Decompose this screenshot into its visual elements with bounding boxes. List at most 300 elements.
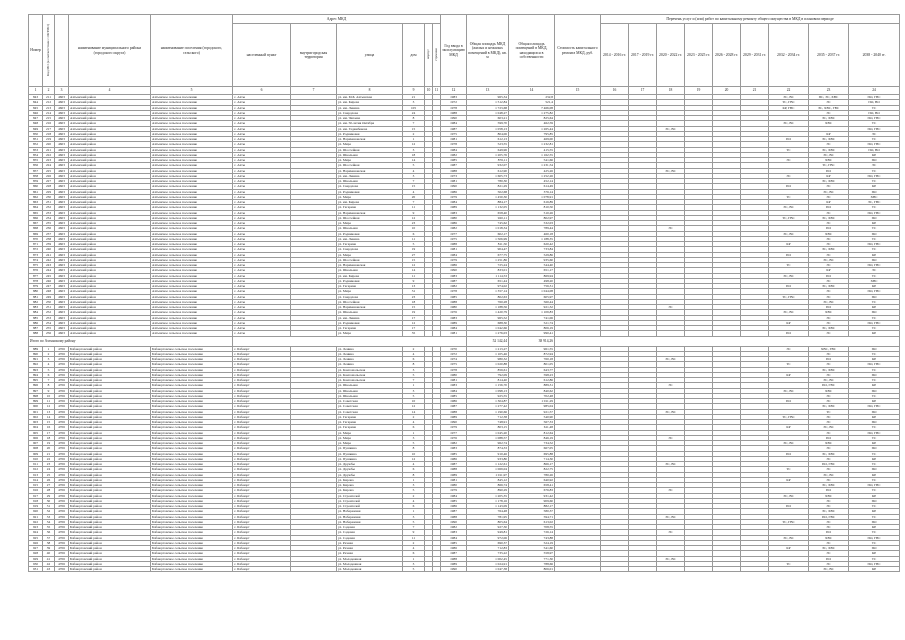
table-cell: Ахтынское сельское поселение <box>151 231 233 236</box>
header-blank <box>55 15 69 87</box>
table-cell: Ахтынский район <box>69 278 151 283</box>
table-cell: ХВС <box>849 278 900 283</box>
table-cell: ЭС <box>809 477 849 482</box>
table-cell: ПО <box>849 546 900 551</box>
table-cell: 6 <box>403 357 425 362</box>
table-cell: 415,55 <box>509 147 555 152</box>
table-cell: 702,48 <box>509 393 555 398</box>
table-cell: ул. Свердлова <box>337 184 403 189</box>
table-cell: 7 466,08 <box>509 105 555 110</box>
table-cell: 882 <box>29 299 43 304</box>
table-cell: 1982 <box>441 152 467 157</box>
table-cell: Ахтынское сельское поселение <box>151 326 233 331</box>
table-cell: 544,40 <box>509 263 555 268</box>
table-cell: 4603 <box>55 142 69 147</box>
table-cell: 4603 <box>55 257 69 262</box>
table-cell: 4603 <box>55 305 69 310</box>
table-cell: 1 <box>43 346 55 351</box>
table-cell: ХВС <box>809 310 849 315</box>
table-cell: КР <box>769 546 809 551</box>
table-cell: ЭС, ВС <box>809 425 849 430</box>
table-cell: 238 <box>43 236 55 241</box>
table-cell: ЭС, ВС <box>809 152 849 157</box>
table-cell: 612,90 <box>467 168 509 173</box>
table-cell: ул. Гагарина <box>337 420 403 425</box>
table-cell: 4603 <box>55 158 69 163</box>
table-cell: 233 <box>43 210 55 215</box>
table-cell: 4706 <box>55 393 69 398</box>
table-cell: ЭС, ХВС <box>809 147 849 152</box>
table-cell: ТС <box>769 147 809 152</box>
table-cell: 5 <box>403 519 425 524</box>
table-cell: 1980 <box>441 372 467 377</box>
table-cell: 616,89 <box>509 200 555 205</box>
table-cell: 227 <box>43 179 55 184</box>
table-cell: с. Ахты <box>233 326 291 331</box>
table-cell: 881 <box>29 294 43 299</box>
table-cell: 5 <box>403 393 425 398</box>
table-cell <box>769 567 809 572</box>
table-cell: 1988 <box>441 409 467 414</box>
table-cell: с. Ахты <box>233 142 291 147</box>
table-cell: 1 450,30 <box>467 194 509 199</box>
table-cell: 1 <box>403 556 425 561</box>
table-cell: 1 252,26 <box>509 173 555 178</box>
table-cell: 860 <box>29 184 43 189</box>
table-cell: 1 132,05 <box>467 205 509 210</box>
table-cell: 909 <box>29 451 43 456</box>
table-cell: Бабаюртовское сельское поселение <box>151 535 233 540</box>
table-cell: 743,88 <box>509 535 555 540</box>
table-cell: с. Ахты <box>233 331 291 336</box>
table-cell: 3 <box>403 173 425 178</box>
table-cell: ПО, ГВС <box>849 210 900 215</box>
table-cell: ЭС, ВС <box>809 257 849 262</box>
table-cell: 921 <box>29 514 43 519</box>
table-cell: 868 <box>29 226 43 231</box>
table-cell: 10 <box>403 226 425 231</box>
table-cell: 4 <box>403 546 425 551</box>
table-cell: 460,18 <box>509 231 555 236</box>
table-cell: КР <box>809 200 849 205</box>
table-cell: ТС <box>849 105 900 110</box>
table-cell: КР <box>849 567 900 572</box>
table-cell: 4706 <box>55 530 69 535</box>
table-cell: 811,50 <box>467 242 509 247</box>
table-cell: 6 <box>403 551 425 556</box>
table-cell: 4706 <box>55 404 69 409</box>
table-cell: с. Бабаюрт <box>233 378 291 383</box>
table-cell: Бабаюртовский район <box>69 540 151 545</box>
table-cell: ПО, ГВС <box>849 561 900 566</box>
table-cell: 4706 <box>55 378 69 383</box>
table-cell: 905 <box>29 430 43 435</box>
table-cell: ул. им. Гаджибекова <box>337 126 403 131</box>
table-cell: ул. Молодежная <box>337 561 403 566</box>
table-cell: ЭС <box>809 362 849 367</box>
table-cell: ул. Мира <box>337 158 403 163</box>
table-cell: КР, ГВС <box>769 105 809 110</box>
table-cell: Бабаюртовский район <box>69 546 151 551</box>
table-cell: 228 <box>43 184 55 189</box>
table-cell: ЭС <box>769 346 809 351</box>
table-cell: Ахтынское сельское поселение <box>151 194 233 199</box>
table-cell: 232 <box>43 205 55 210</box>
table-cell: 2 <box>43 351 55 356</box>
table-cell: ТС <box>849 351 900 356</box>
table-cell: 254 <box>43 320 55 325</box>
table-cell: 36 <box>43 530 55 535</box>
table-cell: Ахтынский район <box>69 105 151 110</box>
table-cell: Бабаюртовское сельское поселение <box>151 477 233 482</box>
table-cell: ул. Школьная <box>337 226 403 231</box>
table-cell: с. Бабаюрт <box>233 467 291 472</box>
table-cell: КР <box>809 268 849 273</box>
table-cell: ЭС <box>809 519 849 524</box>
table-cell: Ахтынский район <box>69 100 151 105</box>
table-cell: с. Ахты <box>233 231 291 236</box>
table-cell: 899 <box>29 399 43 404</box>
table-cell: 924 <box>29 530 43 535</box>
table-cell: 780,30 <box>467 179 509 184</box>
table-cell: 902 <box>29 414 43 419</box>
table-cell: 4706 <box>55 414 69 419</box>
table-cell: ул. Гагарина <box>337 326 403 331</box>
table-cell: 928 <box>29 551 43 556</box>
table-cell: 1984 <box>441 200 467 205</box>
table-cell: ул. им. Чапаева <box>337 116 403 121</box>
table-cell: с. Бабаюрт <box>233 399 291 404</box>
table-cell: ул. Дружбы <box>337 472 403 477</box>
table-cell: ХВС <box>809 441 849 446</box>
table-cell: 1 024,91 <box>467 561 509 566</box>
table-cell: Бабаюртовское сельское поселение <box>151 504 233 509</box>
header-mo: наименование муниципального района (городского округа) <box>69 15 151 87</box>
table-cell: 4603 <box>55 221 69 226</box>
table-cell: Ахтынский район <box>69 184 151 189</box>
table-cell: ул. Мира <box>337 142 403 147</box>
table-cell: 27 <box>403 252 425 257</box>
table-cell: 3 <box>403 100 425 105</box>
table-cell: с. Ахты <box>233 147 291 152</box>
table-cell: Бабаюртовский район <box>69 388 151 393</box>
column-number: 2 <box>43 87 55 95</box>
table-cell: 890 <box>29 351 43 356</box>
table-cell: Ахтынское сельское поселение <box>151 247 233 252</box>
table-cell: ТС <box>849 477 900 482</box>
table-cell: Ахтынский район <box>69 121 151 126</box>
table-cell: Бабаюртовское сельское поселение <box>151 519 233 524</box>
table-cell: ЭС, ГВС <box>849 200 900 205</box>
table-cell: с. Ахты <box>233 273 291 278</box>
table-cell: 226 <box>43 173 55 178</box>
table-cell: 867 <box>29 221 43 226</box>
table-cell: ТС <box>769 263 809 268</box>
table-cell: ТС <box>849 540 900 545</box>
table-cell: 14 <box>403 158 425 163</box>
table-cell: 4603 <box>55 326 69 331</box>
table-cell: ТС <box>849 556 900 561</box>
table-cell: 990,41 <box>509 331 555 336</box>
table-cell: 3 <box>403 435 425 440</box>
table-cell: 4603 <box>55 147 69 152</box>
table-cell: ЭС <box>809 551 849 556</box>
table-cell: 1 162,55 <box>509 152 555 157</box>
table-cell: ПО <box>809 205 849 210</box>
table-cell: ЭС <box>809 456 849 461</box>
table-cell: 229 <box>43 189 55 194</box>
table-cell: Ахтынский район <box>69 137 151 142</box>
table-cell: 865 <box>29 210 43 215</box>
table-cell: 22 <box>43 456 55 461</box>
table-cell: 780,26 <box>509 472 555 477</box>
table-cell: Бабаюртовский район <box>69 477 151 482</box>
table-cell: с. Ахты <box>233 173 291 178</box>
table-cell: ПО <box>809 226 849 231</box>
table-cell: Бабаюртовское сельское поселение <box>151 509 233 514</box>
table-cell: 4706 <box>55 399 69 404</box>
table-cell: ПО <box>809 488 849 493</box>
table-cell: 11 <box>403 236 425 241</box>
table-cell: с. Бабаюрт <box>233 456 291 461</box>
table-cell: 4603 <box>55 137 69 142</box>
table-cell: ул. Пушкина <box>337 456 403 461</box>
header-vnutrigor: внутригородская территория <box>291 24 337 87</box>
table-cell: 7 <box>403 525 425 530</box>
table-cell: с. Ахты <box>233 257 291 262</box>
table-cell: 649,96 <box>467 147 509 152</box>
header-year-4: 2023 - 2025 гг. <box>685 24 713 87</box>
table-cell: 1979 <box>441 257 467 262</box>
table-cell: ул. Мира <box>337 289 403 294</box>
table-cell: 1979 <box>441 194 467 199</box>
table-cell: 15 <box>403 305 425 310</box>
table-cell: ЭС <box>809 315 849 320</box>
table-cell: 2 <box>403 346 425 351</box>
table-cell: 6 <box>403 467 425 472</box>
table-cell: 4603 <box>55 194 69 199</box>
table-cell: 24 <box>43 467 55 472</box>
table-cell: 4706 <box>55 488 69 493</box>
table-cell: с. Бабаюрт <box>233 367 291 372</box>
table-cell: Бабаюртовский район <box>69 551 151 556</box>
table-cell: ЭС <box>809 399 849 404</box>
table-cell: 529,86 <box>509 252 555 257</box>
table-cell: ПО <box>809 530 849 535</box>
table-cell: 3 <box>43 357 55 362</box>
table-cell: 1980 <box>441 483 467 488</box>
table-cell: ЭС, ВС <box>769 535 809 540</box>
table-cell: с. Бабаюрт <box>233 530 291 535</box>
table-cell: 972,06 <box>467 535 509 540</box>
table-cell: 887 <box>29 326 43 331</box>
table-cell: Бабаюртовский район <box>69 519 151 524</box>
table-cell: 1987 <box>441 404 467 409</box>
table-cell: Бабаюртовское сельское поселение <box>151 556 233 561</box>
table-cell: Бабаюртовский район <box>69 498 151 503</box>
table-cell: 4706 <box>55 430 69 435</box>
header-period-group: Перечень услуг и (или) работ по капитальному ремонту общего имущества в МКД в плановом периоде <box>601 15 900 24</box>
table-cell: ТС <box>849 137 900 142</box>
table-cell: Ахтынский район <box>69 95 151 100</box>
column-number: 23 <box>809 87 849 95</box>
table-cell: Бабаюртовское сельское поселение <box>151 414 233 419</box>
table-cell: 760,18 <box>509 357 555 362</box>
table-cell: ПО <box>769 252 809 257</box>
table-cell: Бабаюртовское сельское поселение <box>151 456 233 461</box>
table-cell: ул. Мира <box>337 252 403 257</box>
table-cell: 1978 <box>441 105 467 110</box>
table-cell: 760,28 <box>467 299 509 304</box>
table-cell: ЭС, ВС <box>657 168 685 173</box>
table-cell: Ахтынское сельское поселение <box>151 257 233 262</box>
table-cell: 1980 <box>441 215 467 220</box>
table-cell: ЭС <box>809 184 849 189</box>
table-cell: КР <box>809 131 849 136</box>
table-cell: ЭС <box>809 242 849 247</box>
header-year-5: 2026 - 2028 гг. <box>713 24 741 87</box>
table-cell: КР <box>849 221 900 226</box>
table-cell: 1978 <box>441 289 467 294</box>
table-cell: 925 <box>29 535 43 540</box>
table-cell: Бабаюртовское сельское поселение <box>151 493 233 498</box>
table-cell: 15 <box>43 420 55 425</box>
table-cell: 1972 <box>441 100 467 105</box>
table-cell: 748,91 <box>467 420 509 425</box>
table-cell: 1987 <box>441 462 467 467</box>
table-cell: 613,02 <box>509 519 555 524</box>
table-cell: 1977 <box>441 231 467 236</box>
table-cell: с. Ахты <box>233 268 291 273</box>
table-cell: КР <box>849 551 900 556</box>
table-cell: с. Бабаюрт <box>233 514 291 519</box>
table-cell: ТС <box>849 273 900 278</box>
column-number: 22 <box>769 87 809 95</box>
table-cell: ПО <box>849 310 900 315</box>
table-cell: 4706 <box>55 483 69 488</box>
table-cell: 1989 <box>441 414 467 419</box>
table-cell: ул. Ленина <box>337 357 403 362</box>
table-cell: 1 047,38 <box>467 567 509 572</box>
table-cell: 17 <box>403 315 425 320</box>
table-cell: 896 <box>29 383 43 388</box>
table-cell: ул. Комсомольская <box>337 372 403 377</box>
table-cell: 217 <box>43 126 55 131</box>
table-cell: 1979 <box>441 425 467 430</box>
table-cell: 825,64 <box>509 116 555 121</box>
table-cell: 4706 <box>55 504 69 509</box>
table-cell: 872,94 <box>509 351 555 356</box>
table-cell: 862 <box>29 194 43 199</box>
table-cell: Бабаюртовское сельское поселение <box>151 351 233 356</box>
table-cell: 863 <box>29 200 43 205</box>
table-cell: 10 <box>403 451 425 456</box>
table-cell: 4706 <box>55 451 69 456</box>
table-cell: 43 <box>43 567 55 572</box>
table-cell: 1982 <box>441 226 467 231</box>
table-cell: 833,01 <box>467 268 509 273</box>
table-cell: 4603 <box>55 200 69 205</box>
table-cell: ЭС, ВС <box>769 95 809 100</box>
table-cell: ЭС <box>849 268 900 273</box>
table-cell: 845 <box>29 105 43 110</box>
table-cell <box>291 567 337 572</box>
table-cell: ул. Гагарина <box>337 425 403 430</box>
table-cell: ПО, ВО <box>849 110 900 115</box>
table-cell: 935,60 <box>509 257 555 262</box>
table-cell: 1988 <box>441 299 467 304</box>
table-cell: 886 <box>29 320 43 325</box>
table-cell: 856 <box>29 163 43 168</box>
table-cell: ЭС, ВС <box>769 273 809 278</box>
table-cell: ул. Родниковая <box>337 189 403 194</box>
table-cell: 781,95 <box>467 514 509 519</box>
table-cell: 4706 <box>55 467 69 472</box>
table-cell: Ахтынское сельское поселение <box>151 226 233 231</box>
table-cell: ул. Речная <box>337 546 403 551</box>
section-total-label: Итого по Ахтынскому району <box>29 336 233 346</box>
table-cell <box>433 567 441 572</box>
table-cell: ЭС, ВС <box>769 121 809 126</box>
table-cell: 18 <box>403 299 425 304</box>
table-cell: 6 <box>43 372 55 377</box>
table-cell: 803,15 <box>467 425 509 430</box>
table-cell: 1 088,57 <box>467 435 509 440</box>
table-cell: 1981 <box>441 331 467 336</box>
table-cell: ТС <box>769 561 809 566</box>
table-cell: ЭС, ВС <box>657 357 685 362</box>
header-year-2: 2017 - 2019 гг. <box>629 24 657 87</box>
table-cell: 1985 <box>441 393 467 398</box>
table-cell: Бабаюртовский район <box>69 399 151 404</box>
table-cell: Бабаюртовское сельское поселение <box>151 451 233 456</box>
table-cell: Бабаюртовское сельское поселение <box>151 472 233 477</box>
table-cell: ТС <box>849 367 900 372</box>
table-cell: 846 <box>29 110 43 115</box>
table-cell: ул. им. 50-летия Октября <box>337 121 403 126</box>
table-cell: 1977 <box>441 430 467 435</box>
table-cell: с. Ахты <box>233 263 291 268</box>
table-cell: с. Ахты <box>233 247 291 252</box>
table-cell: 9 <box>403 278 425 283</box>
table-cell: ул. Мира <box>337 441 403 446</box>
table-cell: Бабаюртовский район <box>69 472 151 477</box>
table-cell: 12 <box>403 404 425 409</box>
table-cell: Ахтынский район <box>69 242 151 247</box>
table-cell: с. Ахты <box>233 221 291 226</box>
table-cell: ул. им. Кирова <box>337 200 403 205</box>
table-cell: ПО <box>769 284 809 289</box>
table-cell: 1989 <box>441 561 467 566</box>
table-cell: 4706 <box>55 462 69 467</box>
table-cell: ЭС <box>809 525 849 530</box>
table-cell: ПО, ГВС <box>849 483 900 488</box>
table-cell: 917 <box>29 493 43 498</box>
header-year-6: 2029 - 2031 гг. <box>741 24 769 87</box>
table-cell: 810,50 <box>509 205 555 210</box>
table-cell: 877 <box>29 273 43 278</box>
table-cell: ЭС <box>809 351 849 356</box>
table-cell: Бабаюртовский район <box>69 456 151 461</box>
table-cell: 1989 <box>441 472 467 477</box>
table-cell: 889 <box>29 346 43 351</box>
table-cell: Бабаюртовское сельское поселение <box>151 561 233 566</box>
table-cell: Ахтынское сельское поселение <box>151 305 233 310</box>
table-cell: ул. Гагарина <box>337 414 403 419</box>
table-cell: 6 <box>403 425 425 430</box>
table-cell: 105 <box>403 105 425 110</box>
table-cell: 251 <box>43 305 55 310</box>
